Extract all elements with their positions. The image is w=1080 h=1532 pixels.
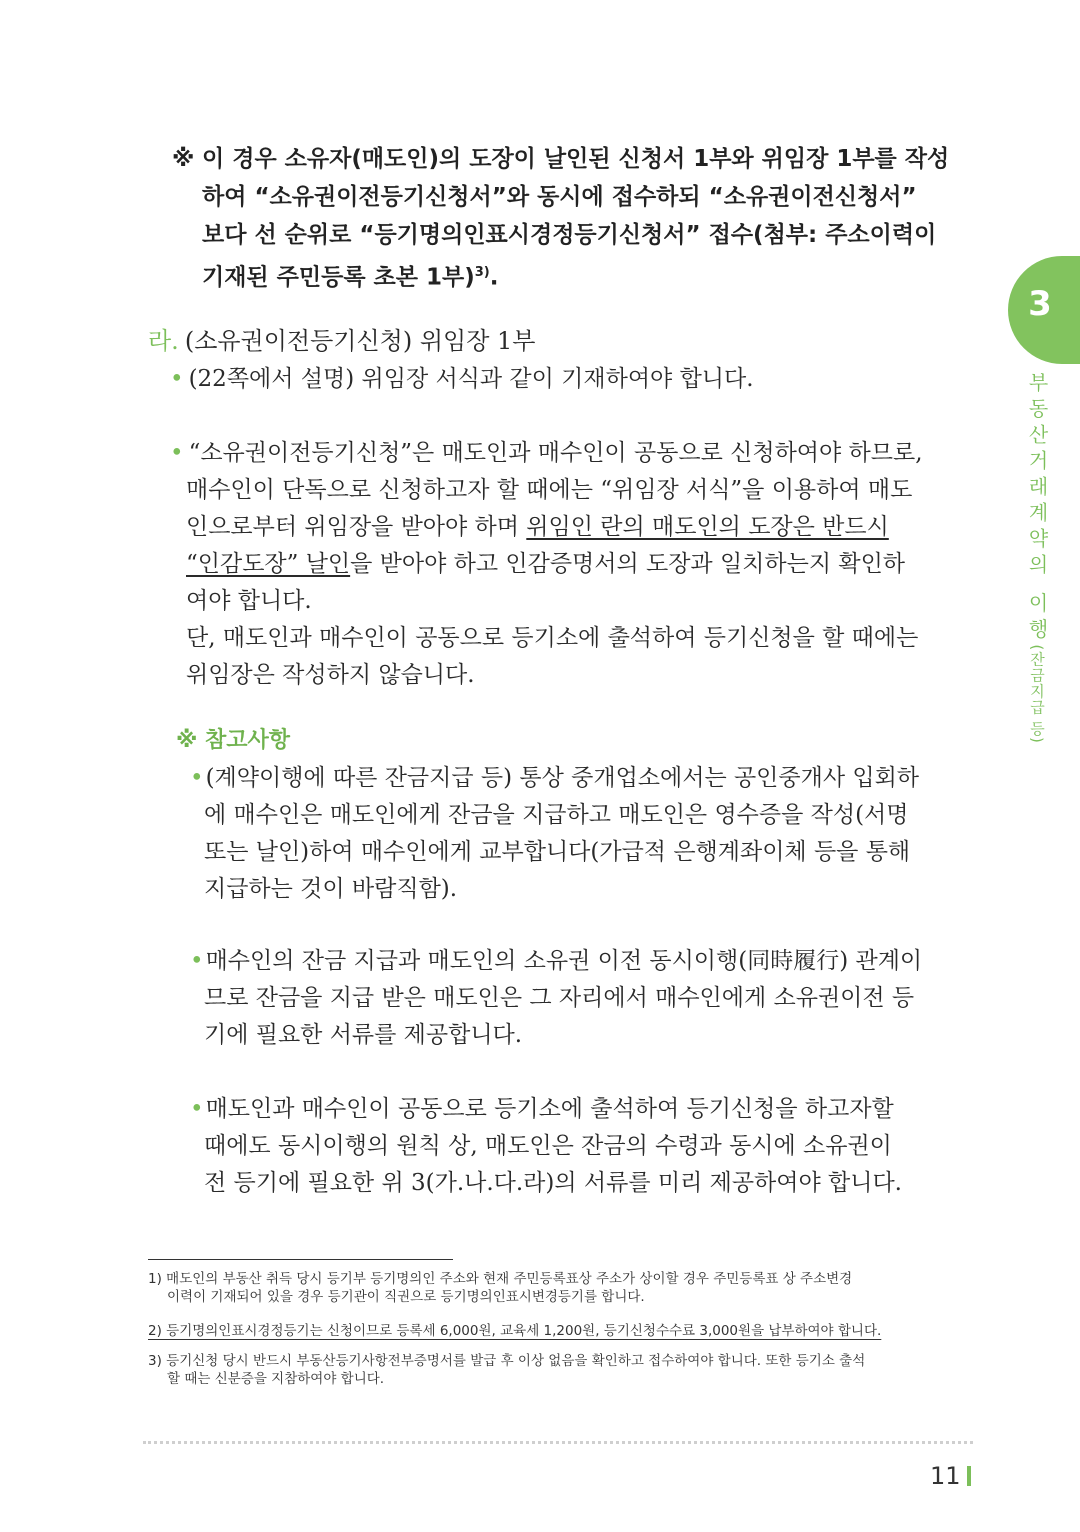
bullet-dot-icon: • xyxy=(190,948,204,974)
para-line: “인감도장” 날인을 받아야 하고 인감증명서의 도장과 일치하는지 확인하 xyxy=(186,551,906,577)
para-line: 단, 매도인과 매수인이 공동으로 등기소에 출석하여 등기신청을 할 때에는 xyxy=(186,625,919,651)
footnote-1: 1) 매도인의 부동산 취득 당시 등기부 등기명의인 주소와 현재 주민등록표상 주소가 상이할 경우 주민등록표 상 주소변경 이력이 기재되어 있을 경우 등기관이 직권으로 등기명의인표시변경등기를 합니다. xyxy=(148,1271,853,1305)
note-mark: ※ xyxy=(172,146,195,172)
reference-item: •(계약이행에 따른 잔금지급 등) 통상 중개업소에서는 공인중개사 입회하 에 매수인은 매도인에게 잔금을 지급하고 매도인은 영수증을 작성(서명 또는 날인)하여 매수인에게 교부합니다(가급적 은행계좌이체 등을 통해 지급하는 것이 바람직함). xyxy=(190,765,920,902)
note-line: 보다 선 순위로 “등기명의인표시경정등기신청서” 접수(첨부: 주소이력이 xyxy=(202,222,937,248)
para-line: 매수인이 단독으로 신청하고자 할 때에는 “위임장 서식”을 이용하여 매도 xyxy=(186,477,913,503)
chapter-number: 3 xyxy=(1028,284,1052,324)
footnote-3: 3) 등기신청 당시 반드시 부동산등기사항전부증명서를 발급 후 이상 없음을 확인하고 접수하여야 합니다. 또한 등기소 출석 할 때는 신분증을 지참하여야 합니다. xyxy=(148,1353,866,1387)
page-number: 11 xyxy=(930,1462,961,1490)
bullet-item: • (22쪽에서 설명) 위임장 서식과 같이 기재하여야 합니다. xyxy=(170,366,754,392)
note-sup: 3) xyxy=(474,265,490,280)
footnote-2: 2) 등기명의인표시경정등기는 신청이므로 등록세 6,000원, 교육세 1,200원, 등기신청수수료 3,000원을 납부하여야 합니다. xyxy=(148,1323,882,1339)
note-block xyxy=(172,140,977,297)
section-ra-heading xyxy=(148,322,535,360)
para-line: • “소유권이전등기신청”은 매도인과 매수인이 공동으로 신청하여야 하므로, xyxy=(170,440,923,466)
para-line: 위임장은 작성하지 않습니다. xyxy=(186,662,475,688)
note-line-last: 기재된 주민등록 초본 1부)$^{3)}$. xyxy=(202,264,499,291)
bullet-dot-icon: • xyxy=(170,366,184,392)
chapter-title: 부동산거래계약의 이행(잔금지급 등) xyxy=(1025,372,1049,744)
page-number-bar xyxy=(967,1466,971,1486)
underlined-text: “인감도장” 날인 xyxy=(186,551,351,577)
note-line: 하여 “소유권이전등기신청서”와 동시에 접수하되 “소유권이전신청서” xyxy=(202,184,917,210)
footnote-divider xyxy=(148,1259,453,1260)
bullet-dot-icon: • xyxy=(190,765,204,791)
section-ra-title: (소유권이전등기신청) 위임장 1부 xyxy=(184,327,536,355)
para-line: 인으로부터 위임장을 받아야 하며 위임인 란의 매도인의 도장은 반드시 xyxy=(186,514,889,540)
note-line: 이 경우 소유자(매도인)의 도장이 날인된 신청서 1부와 위임장 1부를 작성 xyxy=(202,146,950,172)
chapter-subtitle: (잔금지급 등) xyxy=(1028,644,1046,744)
reference-title: ※ 참고사항 xyxy=(176,728,291,753)
section-ra-label: 라. xyxy=(148,327,179,355)
reference-item: •매도인과 매수인이 공동으로 등기소에 출석하여 등기신청을 하고자할 때에도 동시이행의 원칙 상, 매도인은 잔금의 수령과 동시에 소유권이 전 등기에 필요한 위 3(가.나.다.라)의 서류를 미리 제공하여야 합니다. xyxy=(190,1096,902,1196)
bullet-dot-icon: • xyxy=(170,440,184,466)
underlined-text: 위임인 란의 매도인의 도장은 반드시 xyxy=(526,514,889,540)
para-line: 여야 합니다. xyxy=(186,588,312,614)
paragraph-signing xyxy=(170,435,973,694)
bullet-dot-icon: • xyxy=(190,1096,204,1122)
footer-dotted-line xyxy=(143,1441,973,1444)
reference-item: •매수인의 잔금 지급과 매도인의 소유권 이전 동시이행(同時履行) 관계이 므로 잔금을 지급 받은 매도인은 그 자리에서 매수인에게 소유권이전 등 기에 필요한 서류를 제공합니다. xyxy=(190,948,923,1048)
